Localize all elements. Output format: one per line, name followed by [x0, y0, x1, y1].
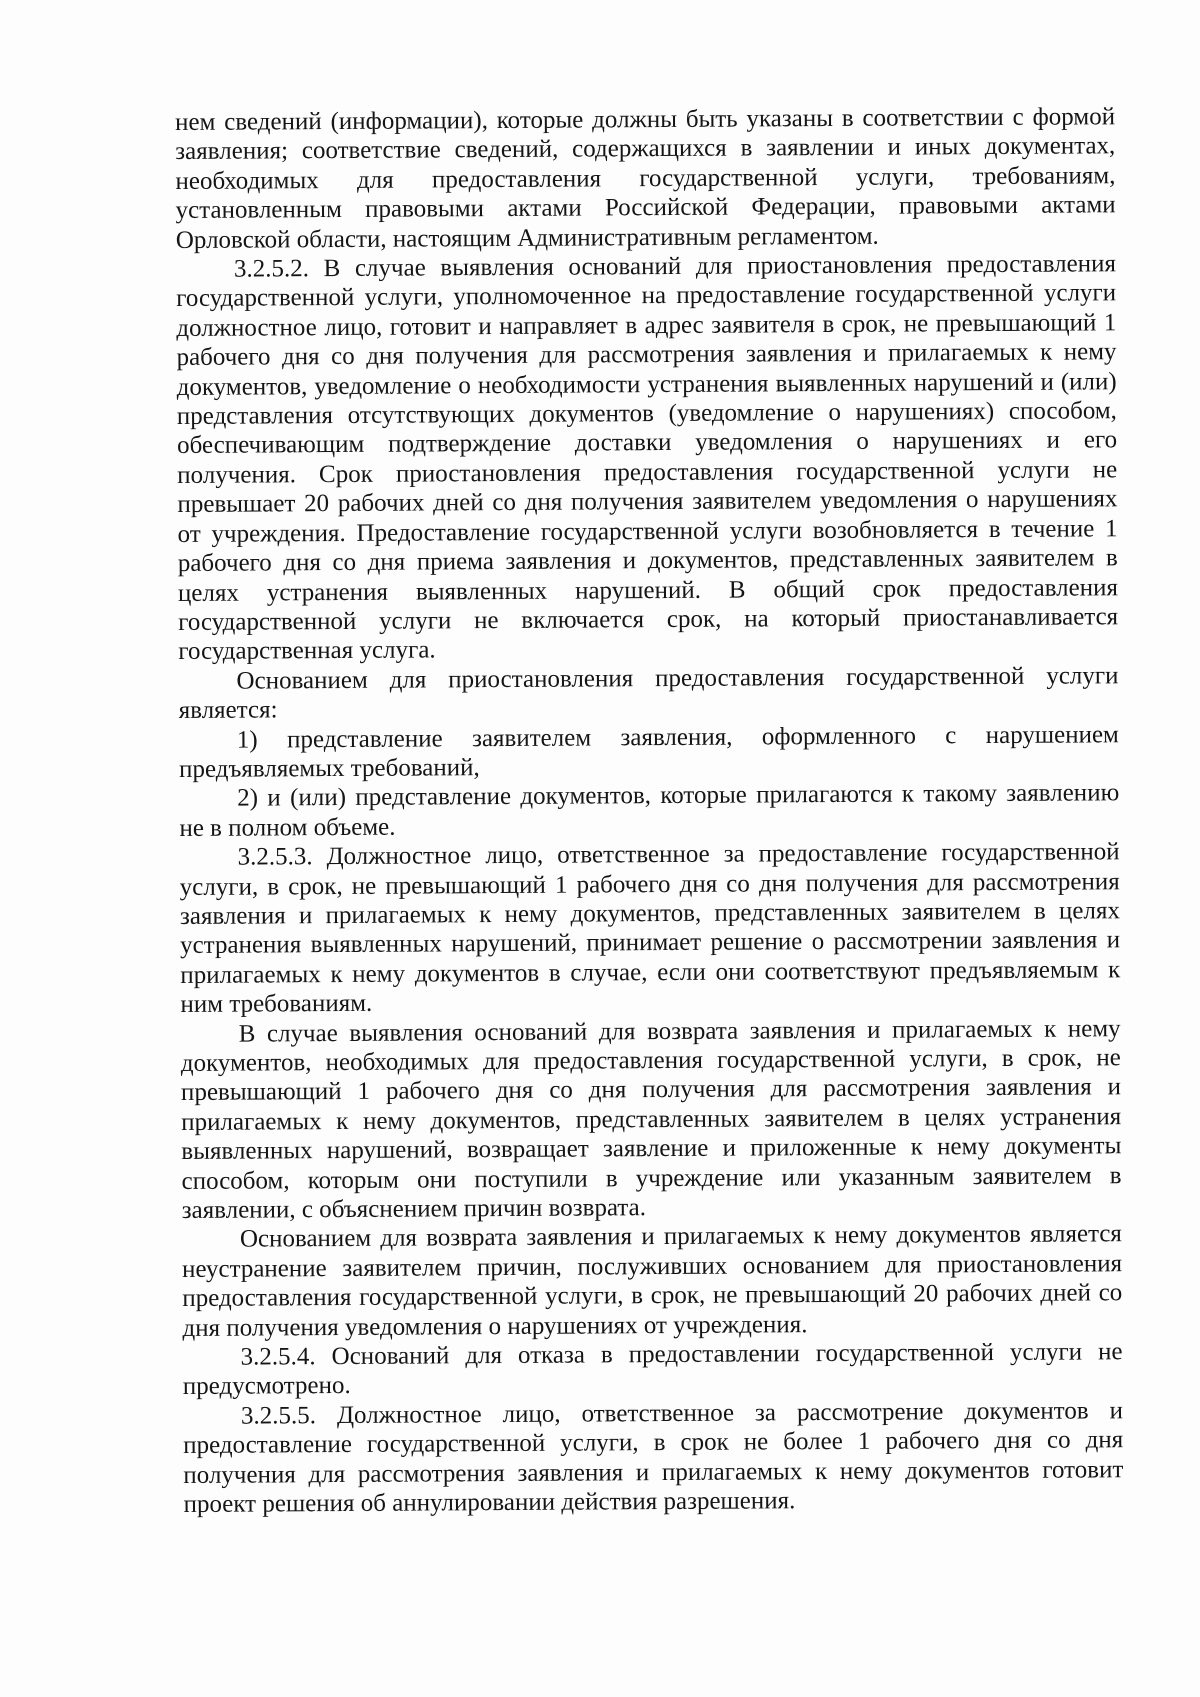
paragraph-3-2-5-4: 3.2.5.4. Оснований для отказа в предоставлении государственной услуги не предусмотрено. — [182, 1338, 1123, 1401]
paragraph-return-grounds: Основанием для возврата заявления и прилагаемых к нему документов является неустранение заявителем причин, послуживших основанием для приостановления предоставления государственной услуги, в срок, не превышающий 20 рабочих дней со дня получения уведомления о нарушениях от учреждения. — [182, 1220, 1123, 1342]
paragraph-3-2-5-3: 3.2.5.3. Должностное лицо, ответственное за предоставление государственной услуги, в срок, не превышающий 1 рабочего дня со дня получения для рассмотрения заявления и прилагаемых к нему документов, представленных заявителем в целях устранения выявленных нарушений, принимает решение о рассмотрении заявления и прилагаемых к нему документов в случае, если они соответствуют предъявляемым к ним требованиям. — [179, 838, 1121, 1019]
list-item-2: 2) и (или) представление документов, которые прилагаются к такому заявлению не в полном объеме. — [179, 779, 1120, 842]
paragraph-3-2-5-5: 3.2.5.5. Должностное лицо, ответственное за рассмотрение документов и предоставление государственной услуги, в срок не более 1 рабочего дня со дня получения для рассмотрения заявления и прилагаемых к нему документов готовит проект решения об аннулировании действия разрешения. — [183, 1397, 1124, 1519]
paragraph-continuation: нем сведений (информации), которые должны быть указаны в соответствии с формой заявления; соответствие сведений, содержащихся в заявлении и иных документах, необходимых для предоставления государственной услуги, требованиям, установленным правовыми актами Российской Федерации, правовыми актами Орловской области, настоящим Административным регламентом. — [175, 103, 1116, 254]
paragraph-3-2-5-2: 3.2.5.2. В случае выявления оснований для приостановления предоставления государственной услуги, уполномоченное на предоставление государственной услуги должностное лицо, готовит и направляет в адрес заявителя в срок, не превышающий 1 рабочего дня со дня получения для рассмотрения заявления и прилагаемых к нему документов, уведомление о необходимости устранения выявленных нарушений и (или) представления отсутствующих документов (уведомление о нарушениях) способом, обеспечивающим подтверждение доставки уведомления о нарушениях и его получения. Срок приостановления предоставления государственной услуги не превышает 20 рабочих дней со дня получения заявителем уведомления о нарушениях от учреждения. Предоставление государственной услуги возобновляется в течение 1 рабочего дня со дня приема заявления и документов, представленных заявителем в целях устранения выявленных нарушений. В общий срок предоставления государственной услуги не включается срок, на который приостанавливается государственная услуга. — [176, 250, 1119, 666]
list-item-1: 1) представление заявителем заявления, оформленного с нарушением предъявляемых требований, — [178, 720, 1119, 783]
paragraph-return-case: В случае выявления оснований для возврата заявления и прилагаемых к нему документов, необходимых для предоставления государственной услуги, в срок, не превышающий 1 рабочего дня со дня получения для рассмотрения заявления и прилагаемых к нему документов, представленных заявителем в целях устранения выявленных нарушений, возвращает заявление и приложенные к нему документы способом, которым они поступили в учреждение или указанным заявителем в заявлении, с объяснением причин возврата. — [180, 1014, 1122, 1225]
document-body — [175, 102, 1124, 1519]
paragraph-suspension-grounds: Основанием для приостановления предоставления государственной услуги является: — [178, 661, 1119, 725]
